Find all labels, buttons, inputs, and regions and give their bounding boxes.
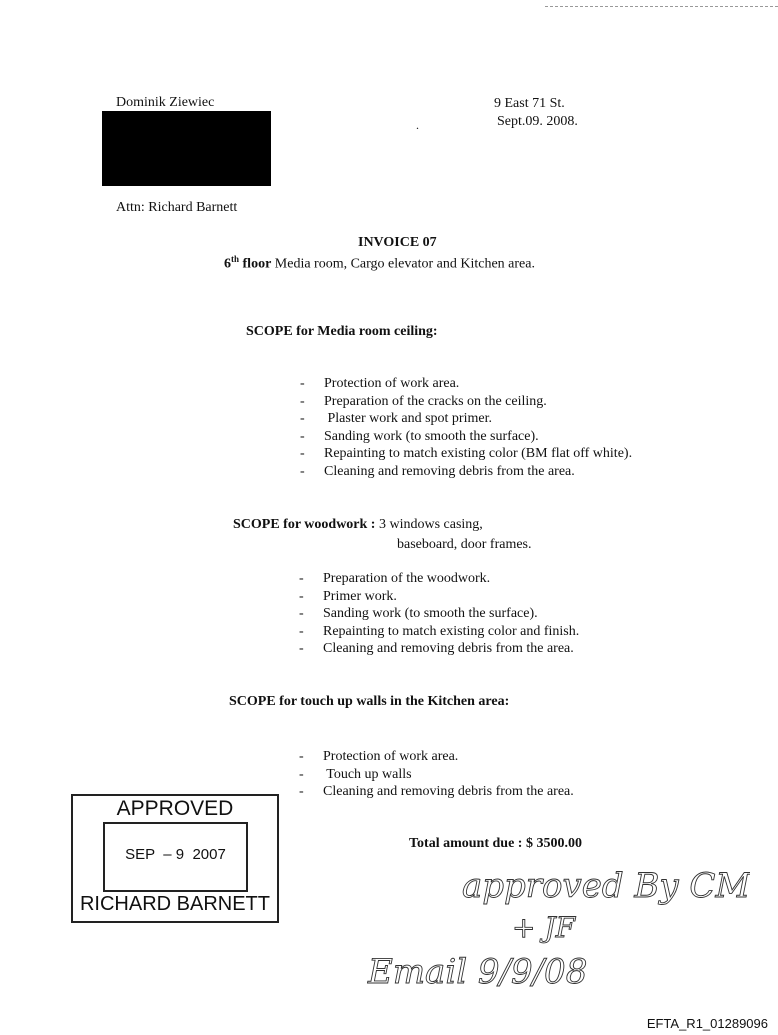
scope-wood-list <box>299 570 579 658</box>
invoice-title: INVOICE 07 <box>358 235 437 250</box>
floor-description: Media room, Cargo elevator and Kitchen area. <box>271 256 535 272</box>
list-item: - Sanding work (to smooth the surface). <box>300 428 539 444</box>
list-item: - Touch up walls <box>299 766 412 782</box>
handwriting-line-2: + JF <box>512 911 576 944</box>
scan-edge-line <box>545 6 778 7</box>
list-item: - Protection of work area. <box>299 749 459 764</box>
stamp-date: SEP – 9 2007 <box>125 846 226 863</box>
scope-kitchen-list <box>299 748 574 801</box>
list-item: - Repainting to match existing color (BM flat off white). <box>300 446 633 462</box>
list-item: - Cleaning and removing debris from the area. <box>299 784 574 800</box>
list-item: - Sanding work (to smooth the surface). <box>299 606 538 622</box>
handwriting-line-1: approved By CM <box>462 866 750 906</box>
scope-wood-title: SCOPE for woodwork : <box>233 517 376 532</box>
handwriting-line-3: Email 9/9/08 <box>368 952 588 992</box>
floor-word: floor <box>242 256 272 272</box>
list-item: - Cleaning and removing debris from the area. <box>299 641 574 657</box>
list-item: - Protection of work area. <box>300 376 460 391</box>
redaction-block <box>102 111 271 186</box>
document-id: EFTA_R1_01289096 <box>646 1016 768 1031</box>
list-item: - Preparation of the woodwork. <box>299 571 491 586</box>
stray-dot: . <box>416 118 419 132</box>
total-amount: $ 3500.00 <box>525 836 582 851</box>
attention-line: Attn: Richard Barnett <box>116 200 238 215</box>
scope-media-heading: SCOPE for Media room ceiling: <box>246 324 438 339</box>
sender-name: Dominik Ziewiec <box>116 95 215 110</box>
invoice-subtitle <box>224 254 535 273</box>
list-item: - Repainting to match existing color and finish. <box>299 623 580 639</box>
scope-media-list <box>300 375 632 481</box>
list-item: - Cleaning and removing debris from the area. <box>300 463 575 479</box>
scope-wood-detail: 3 windows casing, <box>375 517 483 532</box>
scope-kitchen-heading: SCOPE for touch up walls in the Kitchen area: <box>229 694 510 709</box>
list-item: - Preparation of the cracks on the ceiling. <box>300 393 547 409</box>
address-street: 9 East 71 St. <box>494 96 565 111</box>
total-amount-line <box>409 836 582 852</box>
scope-wood-heading <box>233 517 483 533</box>
floor-number: 6 <box>224 256 231 272</box>
list-item: - Plaster work and spot primer. <box>300 411 492 427</box>
floor-ordinal: th <box>231 254 240 264</box>
scope-wood-detail-2: baseboard, door frames. <box>397 537 532 552</box>
list-item: - Primer work. <box>299 588 397 604</box>
handwritten-approval <box>360 855 750 995</box>
stamp-name: RICHARD BARNETT <box>79 893 270 915</box>
stamp-title: APPROVED <box>116 797 234 820</box>
total-label: Total amount due : <box>409 836 523 851</box>
invoice-date: Sept.09. 2008. <box>497 114 578 129</box>
